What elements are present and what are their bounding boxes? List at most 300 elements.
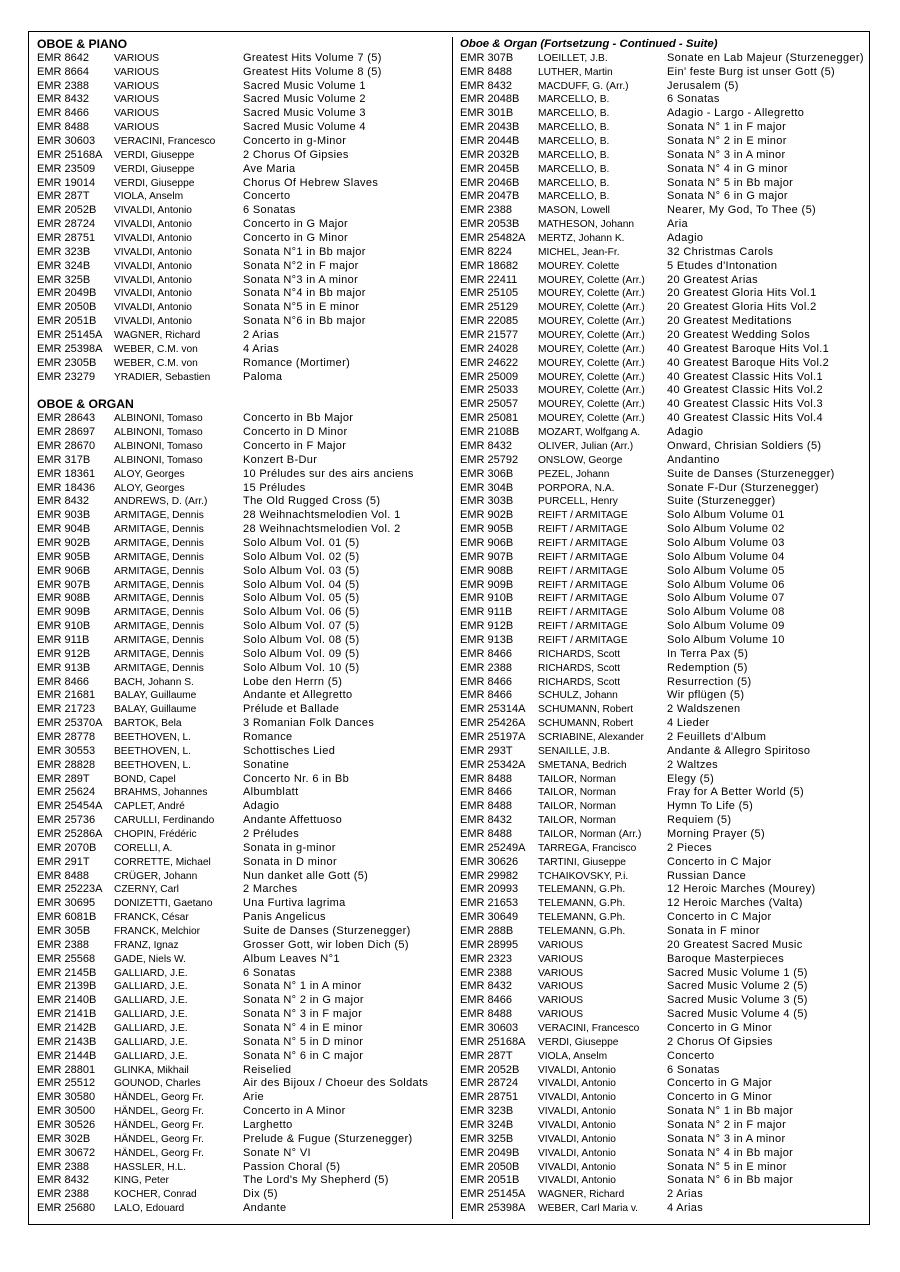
work-title: 20 Greatest Sacred Music xyxy=(667,938,803,951)
composer: TCHAIKOVSKY, P.i. xyxy=(538,870,629,882)
catalog-number: EMR 912B xyxy=(37,647,91,660)
catalog-entry xyxy=(460,1064,865,1078)
catalog-entry xyxy=(460,1174,865,1188)
composer: SCHULZ, Johann xyxy=(538,690,618,702)
composer: MARCELLO, B. xyxy=(538,163,610,175)
catalog-number: EMR 30500 xyxy=(37,1105,96,1118)
catalog-number: EMR 2139B xyxy=(37,980,97,993)
catalog-entry xyxy=(460,994,865,1008)
catalog-number: EMR 30672 xyxy=(37,1146,96,1159)
composer: GALLIARD, J.E. xyxy=(114,1050,188,1062)
catalog-number: EMR 902B xyxy=(37,536,91,549)
catalog-entry xyxy=(37,1091,447,1105)
composer: VARIOUS xyxy=(538,981,584,993)
work-title: 2 Chorus Of Gipsies xyxy=(667,1035,773,1048)
composer: OLIVER, Julian (Arr.) xyxy=(538,440,634,452)
work-title: Concerto in G Major xyxy=(667,1077,773,1090)
catalog-number: EMR 8466 xyxy=(37,675,89,688)
catalog-entry xyxy=(460,121,865,135)
catalog-entry xyxy=(37,440,447,454)
composer: VIVALDI, Antonio xyxy=(538,1147,616,1159)
work-title: Solo Album Vol. 08 (5) xyxy=(243,633,360,646)
catalog-number: EMR 30553 xyxy=(37,744,96,757)
work-title: Suite (Sturzenegger) xyxy=(667,495,776,508)
catalog-number: EMR 2388 xyxy=(460,204,512,217)
catalog-entry xyxy=(37,648,447,662)
catalog-entry xyxy=(460,301,865,315)
work-title: Concerto in C Major xyxy=(667,911,772,924)
catalog-entry xyxy=(460,1050,865,1064)
composer: BEETHOVEN, L. xyxy=(114,745,191,757)
catalog-number: EMR 25482A xyxy=(460,232,526,245)
catalog-number: EMR 20993 xyxy=(460,883,519,896)
catalog-entry xyxy=(460,1008,865,1022)
work-title: 40 Greatest Classic Hits Vol.4 xyxy=(667,412,824,425)
catalog-entry xyxy=(37,994,447,1008)
catalog-entry xyxy=(37,537,447,551)
work-title: Sonata N° 3 in A minor xyxy=(667,148,786,161)
work-title: 6 Sonatas xyxy=(243,204,296,217)
work-title: Romance xyxy=(243,730,293,743)
catalog-entry xyxy=(37,93,447,107)
work-title: 20 Greatest Meditations xyxy=(667,315,792,328)
catalog-entry xyxy=(37,1119,447,1133)
composer: MARCELLO, B. xyxy=(538,136,610,148)
composer: CZERNY, Carl xyxy=(114,884,179,896)
work-title: Concerto xyxy=(243,190,291,203)
composer: CORRETTE, Michael xyxy=(114,856,211,868)
work-title: 40 Greatest Classic Hits Vol.3 xyxy=(667,398,824,411)
catalog-entry xyxy=(37,66,447,80)
catalog-number: EMR 8488 xyxy=(460,800,512,813)
composer: VIVALDI, Antonio xyxy=(538,1120,616,1132)
composer: TAILOR, Norman xyxy=(538,815,616,827)
composer: VIVALDI, Antonio xyxy=(114,219,192,231)
work-title: Sonata N° 2 in E minor xyxy=(667,135,787,148)
work-title: Sacred Music Volume 4 xyxy=(243,121,366,134)
work-title: Albumblatt xyxy=(243,786,299,799)
work-title: Solo Album Volume 09 xyxy=(667,620,785,633)
catalog-number: EMR 8664 xyxy=(37,65,89,78)
catalog-entry xyxy=(460,842,865,856)
work-title: 12 Heroic Marches (Valta) xyxy=(667,897,803,910)
composer: TELEMANN, G.Ph. xyxy=(538,884,626,896)
composer: MOUREY, Colette (Arr.) xyxy=(538,288,645,300)
catalog-number: EMR 28828 xyxy=(37,758,96,771)
catalog-entry xyxy=(460,315,865,329)
composer: WEBER, Carl Maria v. xyxy=(538,1203,638,1215)
catalog-entry xyxy=(460,343,865,357)
work-title: Air des Bijoux / Choeur des Soldats xyxy=(243,1077,429,1090)
catalog-number: EMR 30603 xyxy=(37,135,96,148)
composer: TAILOR, Norman xyxy=(538,773,616,785)
left-column xyxy=(37,38,447,1216)
composer: VARIOUS xyxy=(538,1009,584,1021)
work-title: Sonate N° VI xyxy=(243,1146,311,1159)
catalog-entry xyxy=(460,52,865,66)
work-title: Solo Album Volume 10 xyxy=(667,633,785,646)
catalog-number: EMR 293T xyxy=(460,744,513,757)
catalog-number: EMR 325B xyxy=(37,273,91,286)
composer: ARMITAGE, Dennis xyxy=(114,565,204,577)
catalog-entry xyxy=(460,1091,865,1105)
catalog-entry xyxy=(460,620,865,634)
composer: CAPLET, André xyxy=(114,801,185,813)
catalog-number: EMR 2053B xyxy=(460,218,520,231)
catalog-number: EMR 30526 xyxy=(37,1119,96,1132)
work-title: 2 Chorus Of Gipsies xyxy=(243,148,349,161)
catalog-number: EMR 2108B xyxy=(460,426,520,439)
catalog-entry xyxy=(460,579,865,593)
catalog-number: EMR 8466 xyxy=(460,786,512,799)
work-title: Sonata N° 4 in E minor xyxy=(243,1022,363,1035)
catalog-entry xyxy=(460,606,865,620)
catalog-entry xyxy=(460,939,865,953)
catalog-number: EMR 2323 xyxy=(460,952,512,965)
catalog-number: EMR 28724 xyxy=(37,218,96,231)
composer: REIFT / ARMITAGE xyxy=(538,537,628,549)
catalog-entry xyxy=(37,606,447,620)
catalog-number: EMR 25168A xyxy=(460,1035,526,1048)
composer: GALLIARD, J.E. xyxy=(114,967,188,979)
catalog-entry xyxy=(460,1133,865,1147)
composer: MARCELLO, B. xyxy=(538,94,610,106)
catalog-number: EMR 8432 xyxy=(460,980,512,993)
composer: ALBINONI, Tomaso xyxy=(114,413,203,425)
catalog-number: EMR 22085 xyxy=(460,315,519,328)
catalog-number: EMR 323B xyxy=(37,245,91,258)
catalog-entry xyxy=(460,883,865,897)
composer: ALBINONI, Tomaso xyxy=(114,454,203,466)
catalog-number: EMR 8432 xyxy=(37,1174,89,1187)
work-title: Concerto in Bb Major xyxy=(243,412,354,425)
catalog-entry xyxy=(460,662,865,676)
composer: SCHUMANN, Robert xyxy=(538,718,634,730)
section-oboe-piano-list xyxy=(37,52,447,385)
composer: REIFT / ARMITAGE xyxy=(538,551,628,563)
composer: WEBER, C.M. von xyxy=(114,343,198,355)
catalog-entry xyxy=(460,454,865,468)
work-title: Concerto in G Minor xyxy=(243,232,349,245)
composer: REIFT / ARMITAGE xyxy=(538,621,628,633)
work-title: 2 Pieces xyxy=(667,841,712,854)
catalog-entry xyxy=(460,897,865,911)
composer: LALO, Edouard xyxy=(114,1203,185,1215)
catalog-entry xyxy=(37,1077,447,1091)
composer: ALOY, Georges xyxy=(114,468,185,480)
catalog-number: EMR 29982 xyxy=(460,869,519,882)
composer: ARMITAGE, Dennis xyxy=(114,634,204,646)
catalog-number: EMR 8466 xyxy=(37,107,89,120)
work-title: Andante et Allegretto xyxy=(243,689,353,702)
catalog-entry xyxy=(37,523,447,537)
work-title: Sonata in F minor xyxy=(667,925,760,937)
work-title: 20 Greatest Arias xyxy=(667,273,758,286)
catalog-number: EMR 30695 xyxy=(37,897,96,910)
composer: GALLIARD, J.E. xyxy=(114,1009,188,1021)
catalog-entry xyxy=(460,232,865,246)
composer: ARMITAGE, Dennis xyxy=(114,510,204,522)
work-title: 20 Greatest Gloria Hits Vol.1 xyxy=(667,287,817,300)
composer: VIVALDI, Antonio xyxy=(114,246,192,258)
catalog-number: EMR 25249A xyxy=(460,841,526,854)
catalog-entry xyxy=(460,856,865,870)
catalog-entry xyxy=(37,1147,447,1161)
catalog-number: EMR 25314A xyxy=(460,703,526,716)
work-title: Andante xyxy=(243,1202,287,1215)
catalog-entry xyxy=(37,883,447,897)
catalog-number: EMR 25168A xyxy=(37,148,103,161)
catalog-entry xyxy=(37,897,447,911)
work-title: 40 Greatest Classic Hits Vol.2 xyxy=(667,384,824,397)
section-title-oboe-organ: OBOE & ORGAN xyxy=(37,397,134,412)
catalog-number: EMR 25223A xyxy=(37,883,103,896)
composer: REIFT / ARMITAGE xyxy=(538,607,628,619)
composer: FRANZ, Ignaz xyxy=(114,939,179,951)
composer: LUTHER, Martin xyxy=(538,66,613,78)
work-title: 3 Romanian Folk Dances xyxy=(243,717,375,730)
catalog-number: EMR 21577 xyxy=(460,329,519,342)
composer: VARIOUS xyxy=(114,122,160,134)
catalog-entry xyxy=(460,953,865,967)
work-title: 6 Sonatas xyxy=(667,93,720,106)
catalog-number: EMR 2388 xyxy=(37,79,89,92)
catalog-entry xyxy=(460,592,865,606)
work-title: Una Furtiva lagrima xyxy=(243,897,346,910)
composer: HÄNDEL, Georg Fr. xyxy=(114,1092,205,1104)
catalog-entry xyxy=(460,1147,865,1161)
catalog-number: EMR 8466 xyxy=(460,689,512,702)
catalog-number: EMR 28751 xyxy=(37,232,96,245)
catalog-number: EMR 8488 xyxy=(460,65,512,78)
composer: ALBINONI, Tomaso xyxy=(114,440,203,452)
catalog-number: EMR 325B xyxy=(460,1132,514,1145)
composer: HÄNDEL, Georg Fr. xyxy=(114,1147,205,1159)
section-title-oboe-organ-continued: Oboe & Organ (Fortsetzung - Continued - Suite) xyxy=(460,38,718,50)
catalog-number: EMR 910B xyxy=(37,620,91,633)
catalog-entry xyxy=(37,703,447,717)
work-title: Concerto in G Minor xyxy=(667,1091,773,1104)
composer: MOUREY, Colette (Arr.) xyxy=(538,316,645,328)
work-title: Sacred Music Volume 2 xyxy=(243,93,366,106)
composer: VARIOUS xyxy=(538,939,584,951)
composer: TAILOR, Norman (Arr.) xyxy=(538,828,642,840)
composer: ALBINONI, Tomaso xyxy=(114,427,203,439)
catalog-number: EMR 25033 xyxy=(460,384,519,397)
catalog-number: EMR 908B xyxy=(460,564,514,577)
work-title: Sonata N° 5 in D minor xyxy=(243,1035,364,1048)
work-title: Solo Album Volume 07 xyxy=(667,592,785,605)
composer: PEZEL, Johann xyxy=(538,468,610,480)
catalog-number: EMR 913B xyxy=(460,633,514,646)
work-title: Fray for A Better World (5) xyxy=(667,786,805,799)
catalog-number: EMR 25081 xyxy=(460,412,519,425)
composer: MATHESON, Johann xyxy=(538,219,635,231)
catalog-entry xyxy=(460,689,865,703)
catalog-number: EMR 2143B xyxy=(37,1035,97,1048)
work-title: Sonata N°3 in A minor xyxy=(243,273,359,286)
catalog-entry xyxy=(37,1022,447,1036)
catalog-number: EMR 2388 xyxy=(37,1188,89,1201)
catalog-entry xyxy=(37,676,447,690)
catalog-entry xyxy=(460,828,865,842)
catalog-number: EMR 2051B xyxy=(460,1174,520,1187)
catalog-entry xyxy=(37,357,447,371)
catalog-entry xyxy=(37,1050,447,1064)
work-title: Dix (5) xyxy=(243,1188,278,1201)
work-title: Aria xyxy=(667,218,688,231)
work-title: Sonata N° 1 in A minor xyxy=(243,980,362,993)
catalog-entry xyxy=(37,1008,447,1022)
catalog-entry xyxy=(460,1077,865,1091)
composer: ARMITAGE, Dennis xyxy=(114,524,204,536)
catalog-entry xyxy=(37,149,447,163)
catalog-entry xyxy=(460,1036,865,1050)
catalog-number: EMR 2070B xyxy=(37,841,97,854)
composer: MARCELLO, B. xyxy=(538,149,610,161)
composer: VARIOUS xyxy=(114,52,160,64)
catalog-entry xyxy=(37,1064,447,1078)
catalog-number: EMR 28801 xyxy=(37,1063,96,1076)
catalog-entry xyxy=(460,745,865,759)
composer: ARMITAGE, Dennis xyxy=(114,648,204,660)
composer: HÄNDEL, Georg Fr. xyxy=(114,1106,205,1118)
catalog-number: EMR 21723 xyxy=(37,703,96,716)
catalog-entry xyxy=(37,454,447,468)
composer: ARMITAGE, Dennis xyxy=(114,662,204,674)
composer: RICHARDS, Scott xyxy=(538,662,621,674)
composer: PORPORA, N.A. xyxy=(538,482,615,494)
catalog-number: EMR 289T xyxy=(37,772,90,785)
composer: YRADIER, Sebastien xyxy=(114,371,211,383)
catalog-entry xyxy=(37,287,447,301)
catalog-number: EMR 2049B xyxy=(37,287,97,300)
catalog-entry xyxy=(460,800,865,814)
work-title: Hymn To Life (5) xyxy=(667,800,754,813)
work-title: Sonata N° 6 in C major xyxy=(243,1049,364,1062)
work-title: The Old Rugged Cross (5) xyxy=(243,495,381,508)
catalog-number: EMR 913B xyxy=(37,661,91,674)
catalog-number: EMR 323B xyxy=(460,1105,514,1118)
catalog-entry xyxy=(460,357,865,371)
catalog-entry xyxy=(37,620,447,634)
catalog-entry xyxy=(37,190,447,204)
composer: MARCELLO, B. xyxy=(538,108,610,120)
catalog-entry xyxy=(460,1022,865,1036)
catalog-entry xyxy=(37,565,447,579)
composer: VERACINI, Francesco xyxy=(114,136,216,148)
catalog-entry xyxy=(460,398,865,412)
work-title: Sonate en Lab Majeur (Sturzenegger) xyxy=(667,51,864,64)
catalog-entry xyxy=(37,828,447,842)
catalog-entry xyxy=(460,731,865,745)
catalog-number: EMR 25009 xyxy=(460,370,519,383)
work-title: Sacred Music Volume 3 xyxy=(243,107,366,120)
work-title: Adagio - Largo - Allegretto xyxy=(667,107,805,120)
work-title: Sonata N°1 in Bb major xyxy=(243,245,366,258)
composer: TAILOR, Norman xyxy=(538,801,616,813)
composer: SCHUMANN, Robert xyxy=(538,704,634,716)
catalog-entry xyxy=(37,315,447,329)
composer: GALLIARD, J.E. xyxy=(114,1036,188,1048)
catalog-number: EMR 2140B xyxy=(37,994,97,1007)
catalog-number: EMR 8224 xyxy=(460,245,512,258)
catalog-number: EMR 25057 xyxy=(460,398,519,411)
catalog-entry xyxy=(460,135,865,149)
work-title: 4 Arias xyxy=(667,1202,704,1215)
work-title: 6 Sonatas xyxy=(243,966,296,979)
catalog-entry xyxy=(460,468,865,482)
catalog-entry xyxy=(37,689,447,703)
composer: ARMITAGE, Dennis xyxy=(114,607,204,619)
catalog-entry xyxy=(37,842,447,856)
catalog-entry xyxy=(37,911,447,925)
catalog-number: EMR 25286A xyxy=(37,827,103,840)
work-title: Sonata in D minor xyxy=(243,855,337,868)
catalog-entry xyxy=(460,274,865,288)
catalog-entry xyxy=(37,412,447,426)
work-title: Jerusalem (5) xyxy=(667,79,739,92)
catalog-entry xyxy=(460,676,865,690)
catalog-number: EMR 25426A xyxy=(460,717,526,730)
composer: VERDI, Giuseppe xyxy=(114,149,195,161)
composer: MOZART, Wolfgang A. xyxy=(538,427,641,439)
catalog-number: EMR 288B xyxy=(460,925,514,937)
catalog-number: EMR 24622 xyxy=(460,356,519,369)
catalog-entry xyxy=(37,218,447,232)
composer: MARCELLO, B. xyxy=(538,191,610,203)
catalog-number: EMR 911B xyxy=(37,633,90,646)
composer: MOUREY, Colette (Arr.) xyxy=(538,385,645,397)
composer: CRÜGER, Johann xyxy=(114,870,198,882)
work-title: Concerto xyxy=(667,1049,715,1062)
composer: HÄNDEL, Georg Fr. xyxy=(114,1120,205,1132)
work-title: Adagio xyxy=(667,426,704,439)
catalog-number: EMR 18682 xyxy=(460,259,519,272)
work-title: Sonata N°5 in E minor xyxy=(243,301,360,314)
composer: REIFT / ARMITAGE xyxy=(538,565,628,577)
catalog-number: EMR 906B xyxy=(37,564,91,577)
catalog-entry xyxy=(460,509,865,523)
catalog-number: EMR 2049B xyxy=(460,1146,520,1159)
composer: SENAILLE, J.B. xyxy=(538,745,610,757)
work-title: Solo Album Volume 06 xyxy=(667,578,785,591)
work-title: Sonata N° 2 in G major xyxy=(243,994,364,1007)
work-title: Paloma xyxy=(243,370,283,383)
composer: MOUREY, Colette (Arr.) xyxy=(538,357,645,369)
catalog-entry xyxy=(37,495,447,509)
catalog-entry xyxy=(460,260,865,274)
composer: ARMITAGE, Dennis xyxy=(114,621,204,633)
catalog-number: EMR 2047B xyxy=(460,190,520,203)
catalog-number: EMR 25129 xyxy=(460,301,519,314)
work-title: Sonata N° 3 in F major xyxy=(243,1008,363,1021)
catalog-entry xyxy=(460,246,865,260)
catalog-number: EMR 25105 xyxy=(460,287,519,300)
catalog-entry xyxy=(37,204,447,218)
composer: MOUREY, Colette (Arr.) xyxy=(538,399,645,411)
work-title: 40 Greatest Baroque Hits Vol.2 xyxy=(667,356,830,369)
composer: BALAY, Guillaume xyxy=(114,690,197,702)
catalog-entry xyxy=(37,371,447,385)
composer: VARIOUS xyxy=(114,66,160,78)
composer: BALAY, Guillaume xyxy=(114,704,197,716)
composer: MOUREY. Colette xyxy=(538,260,620,272)
catalog-entry xyxy=(460,80,865,94)
work-title: Nearer, My God, To Thee (5) xyxy=(667,204,817,217)
catalog-number: EMR 2388 xyxy=(460,661,512,674)
work-title: 28 Weihnachtsmelodien Vol. 2 xyxy=(243,523,401,536)
